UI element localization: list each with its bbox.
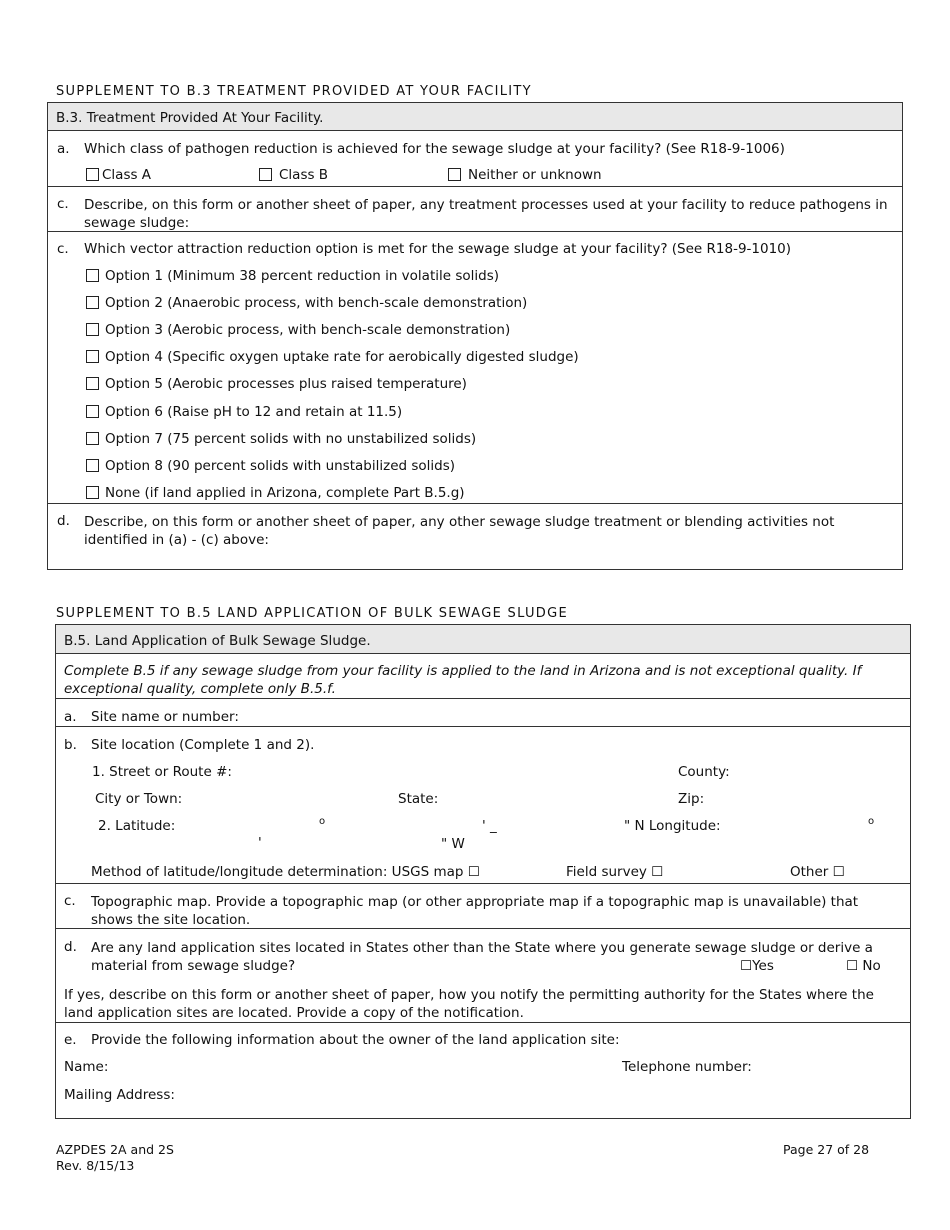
option-8-checkbox[interactable] — [86, 459, 99, 472]
divider — [56, 883, 910, 884]
option-4[interactable] — [86, 349, 579, 365]
class-a-label: Class A — [102, 167, 152, 183]
zip-label: Zip: — [678, 791, 705, 807]
class-b-option[interactable] — [259, 167, 328, 183]
option-7-checkbox[interactable] — [86, 432, 99, 445]
method-other[interactable]: Other ☐ — [790, 864, 845, 880]
b3-a-letter: a. — [57, 141, 70, 157]
class-b-label: Class B — [279, 167, 329, 183]
option-none-label: None (if land applied in Arizona, complete Part B.5.g) — [105, 485, 465, 501]
longitude-label: " N Longitude: — [624, 818, 721, 834]
b5-d-letter: d. — [64, 939, 77, 955]
street-label: 1. Street or Route #: — [92, 764, 232, 780]
b5-e-letter: e. — [64, 1032, 77, 1048]
notification-text — [64, 986, 906, 1022]
divider — [56, 928, 910, 929]
owner-name-label: Name: — [64, 1059, 109, 1075]
owner-info-text: Provide the following information about the owner of the land application site: — [91, 1032, 620, 1048]
state-label: State: — [398, 791, 439, 807]
option-2-label: Option 2 (Anaerobic process, with bench-scale demonstration) — [105, 295, 528, 311]
neither-option[interactable] — [448, 167, 602, 183]
footer-revision: Rev. 8/15/13 — [56, 1158, 135, 1173]
b5-intro: Complete B.5 if any sewage sludge from your facility is applied to the land in Arizona and is not exceptional quality. If exceptional quality, complete only B.5.f. — [64, 663, 862, 697]
option-5[interactable] — [86, 376, 467, 392]
degree-mark: o — [319, 816, 326, 827]
option-6-label: Option 6 (Raise pH to 12 and retain at 11.5) — [105, 404, 403, 420]
divider — [48, 231, 902, 232]
option-1[interactable] — [86, 268, 499, 284]
b3-header: B.3. Treatment Provided At Your Facility. — [56, 110, 324, 126]
b3-a-question: Which class of pathogen reduction is achieved for the sewage sludge at your facility? (See R18-9-1006) — [84, 141, 785, 157]
option-none[interactable] — [86, 485, 465, 501]
b5-header: B.5. Land Application of Bulk Sewage Sludge. — [64, 633, 371, 649]
option-6[interactable] — [86, 404, 402, 420]
option-5-checkbox[interactable] — [86, 377, 99, 390]
second-mark: " W — [441, 836, 465, 852]
option-4-label: Option 4 (Specific oxygen uptake rate for aerobically digested sludge) — [105, 349, 579, 365]
class-a-checkbox[interactable] — [86, 168, 99, 181]
option-8-label: Option 8 (90 percent solids with unstabilized solids) — [105, 458, 456, 474]
b3-table — [47, 102, 903, 570]
no-option[interactable]: ☐ No — [846, 958, 881, 974]
yes-option[interactable]: ☐Yes — [740, 958, 774, 974]
option-6-checkbox[interactable] — [86, 405, 99, 418]
option-4-checkbox[interactable] — [86, 350, 99, 363]
class-a-option[interactable] — [86, 167, 151, 183]
divider — [56, 1022, 910, 1023]
degree-mark: o — [868, 816, 875, 827]
option-1-label: Option 1 (Minimum 38 percent reduction in volatile solids) — [105, 268, 499, 284]
method-usgs[interactable]: Method of latitude/longitude determination: USGS map ☐ — [91, 864, 480, 880]
option-7[interactable] — [86, 431, 476, 447]
notification-body: If yes, describe on this form or another sheet of paper, how you notify the permitting authority for the States where the land application sites are located. Provide a copy of the notification. — [64, 987, 874, 1021]
b5-c-letter: c. — [64, 893, 76, 909]
divider — [48, 186, 902, 187]
city-label: City or Town: — [95, 791, 183, 807]
neither-checkbox[interactable] — [448, 168, 461, 181]
b3-c1-text: Describe, on this form or another sheet of paper, any treatment processes used at your facility to reduce pathogens in sewage sludge: — [84, 197, 888, 231]
b5-a-letter: a. — [64, 709, 77, 725]
b5-table — [55, 624, 911, 1119]
b3-d-text: Describe, on this form or another sheet of paper, any other sewage sludge treatment or blending activities not identified in (a) - (c) above: — [84, 514, 835, 548]
option-7-label: Option 7 (75 percent solids with no unstabilized solids) — [105, 431, 477, 447]
option-8[interactable] — [86, 458, 455, 474]
page-number: Page 27 of 28 — [783, 1142, 870, 1157]
site-name-label: Site name or number: — [91, 709, 239, 725]
site-location-label: Site location (Complete 1 and 2). — [91, 737, 315, 753]
minute-mark: ' _ — [482, 818, 497, 834]
footer-form-id: AZPDES 2A and 2S — [56, 1142, 174, 1157]
neither-label: Neither or unknown — [468, 167, 602, 183]
minute-mark: ' — [258, 835, 262, 851]
option-1-checkbox[interactable] — [86, 269, 99, 282]
other-states-question: Are any land application sites located in States other than the State where you generate sewage sludge or derive a material from sewage sludge? — [91, 940, 873, 974]
b3-c2-question: Which vector attraction reduction option is met for the sewage sludge at your facility? (See R18-9-1010) — [84, 241, 792, 257]
mailing-address-label: Mailing Address: — [64, 1087, 175, 1103]
b3-d-letter: d. — [57, 513, 70, 529]
latitude-label: 2. Latitude: — [98, 818, 176, 834]
telephone-label: Telephone number: — [622, 1059, 752, 1075]
topo-map-text: Topographic map. Provide a topographic map (or other appropriate map if a topographic map is unavailable) that shows the site location. — [91, 894, 859, 928]
b3-c1-letter: c. — [57, 196, 69, 212]
b3-header-row — [48, 103, 902, 131]
option-none-checkbox[interactable] — [86, 486, 99, 499]
divider — [56, 698, 910, 699]
county-label: County: — [678, 764, 730, 780]
option-3-label: Option 3 (Aerobic process, with bench-scale demonstration) — [105, 322, 511, 338]
method-field-survey[interactable]: Field survey ☐ — [566, 864, 664, 880]
option-3-checkbox[interactable] — [86, 323, 99, 336]
b5-section-title: SUPPLEMENT TO B.5 LAND APPLICATION OF BULK SEWAGE SLUDGE — [56, 606, 568, 621]
class-b-checkbox[interactable] — [259, 168, 272, 181]
b5-header-row — [56, 625, 910, 654]
b3-c2-letter: c. — [57, 241, 69, 257]
b5-b-letter: b. — [64, 737, 77, 753]
option-2[interactable] — [86, 295, 527, 311]
option-3[interactable] — [86, 322, 510, 338]
divider — [56, 726, 910, 727]
option-5-label: Option 5 (Aerobic processes plus raised temperature) — [105, 376, 467, 392]
divider — [48, 503, 902, 504]
b3-section-title: SUPPLEMENT TO B.3 TREATMENT PROVIDED AT YOUR FACILITY — [56, 84, 532, 99]
option-2-checkbox[interactable] — [86, 296, 99, 309]
